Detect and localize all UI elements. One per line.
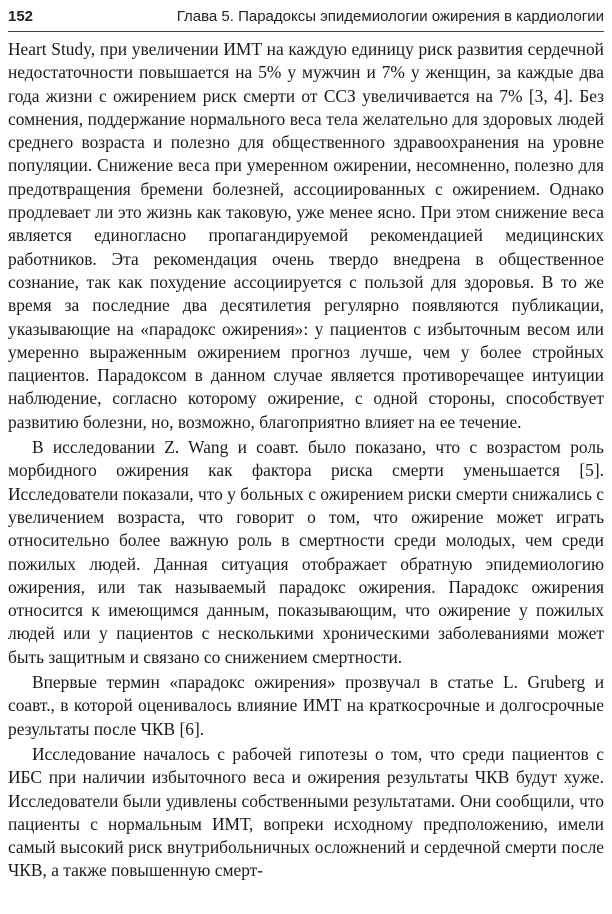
running-title: Глава 5. Парадоксы эпидемиологии ожирения в кардиологии	[176, 7, 604, 25]
paragraph-3: Впервые термин «парадокс ожирения» прозвучал в статье L. Gruberg и соавт., в которой оценивалось влияние ИМТ на краткосрочные и долгосрочные результаты после ЧКВ [6].	[8, 672, 604, 739]
page-number: 152	[8, 7, 34, 25]
paragraph-2: В исследовании Z. Wang и соавт. было показано, что с возрастом роль морбидного ожирения как фактора риска смерти уменьшается [5]. Исследователи показали, что у больных с ожирением риски смерти снижались с увеличением возраста, что говорит о том, что ожирение может играть относительно более важную роль в смертности среди молодых, чем среди пожилых людей. Данная ситуация отображает обратную эпидемиологию ожирения, или так называемый парадокс ожирения. Парадокс ожирения относится к имеющимся данным, показывающим, что ожирение у пожилых людей или у пациентов с несколькими хроническими заболеваниями может быть защитным и связано со снижением смертности.	[8, 437, 604, 667]
header-rule	[8, 31, 604, 32]
running-header	[8, 4, 604, 28]
paragraph-1: Heart Study, при увеличении ИМТ на каждую единицу риск развития сердечной недостаточности повышается на 5% у мужчин и 7% у женщин, за каждые два года жизни с ожирением риск смерти от ССЗ увеличивается на 7% [3, 4]. Без сомнения, поддержание нормального веса тела желательно для здоровых людей среднего возраста и полезно для общественного здравоохранения на уровне популяции. Снижение веса при умеренном ожирении, несомненно, полезно для предотвращения бремени болезней, ассоциированных с ожирением. Однако продлевает ли это жизнь как таковую, уже менее ясно. При этом снижение веса является единогласно пропагандируемой рекомендацией медицинских работников. Эта рекомендация очень твердо внедрена в общественное сознание, так как похудение ассоциируется с пользой для здоровья. В то же время за последние два десятилетия регулярно появляются публикации, указывающие на «парадокс ожирения»: у пациентов с избыточным весом или умеренно выраженным ожирением прогноз лучше, чем у более стройных пациентов. Парадоксом в данном случае является противоречащее интуиции наблюдение, согласно которому ожирение, с одной стороны, способствует развитию болезни, но, возможно, благоприятно влияет на ее течение.	[8, 39, 604, 432]
paragraph-4: Исследование началось с рабочей гипотезы о том, что среди пациентов с ИБС при наличии избыточного веса и ожирения результаты ЧКВ будут хуже. Исследователи были удивлены собственными результатами. Они сообщили, что пациенты с нормальным ИМТ, вопреки исходному предположению, имели самый высокий риск внутрибольничных осложнений и сердечной смерти после ЧКВ, а также повышенную смерт-	[8, 743, 604, 881]
body-text	[8, 38, 604, 883]
